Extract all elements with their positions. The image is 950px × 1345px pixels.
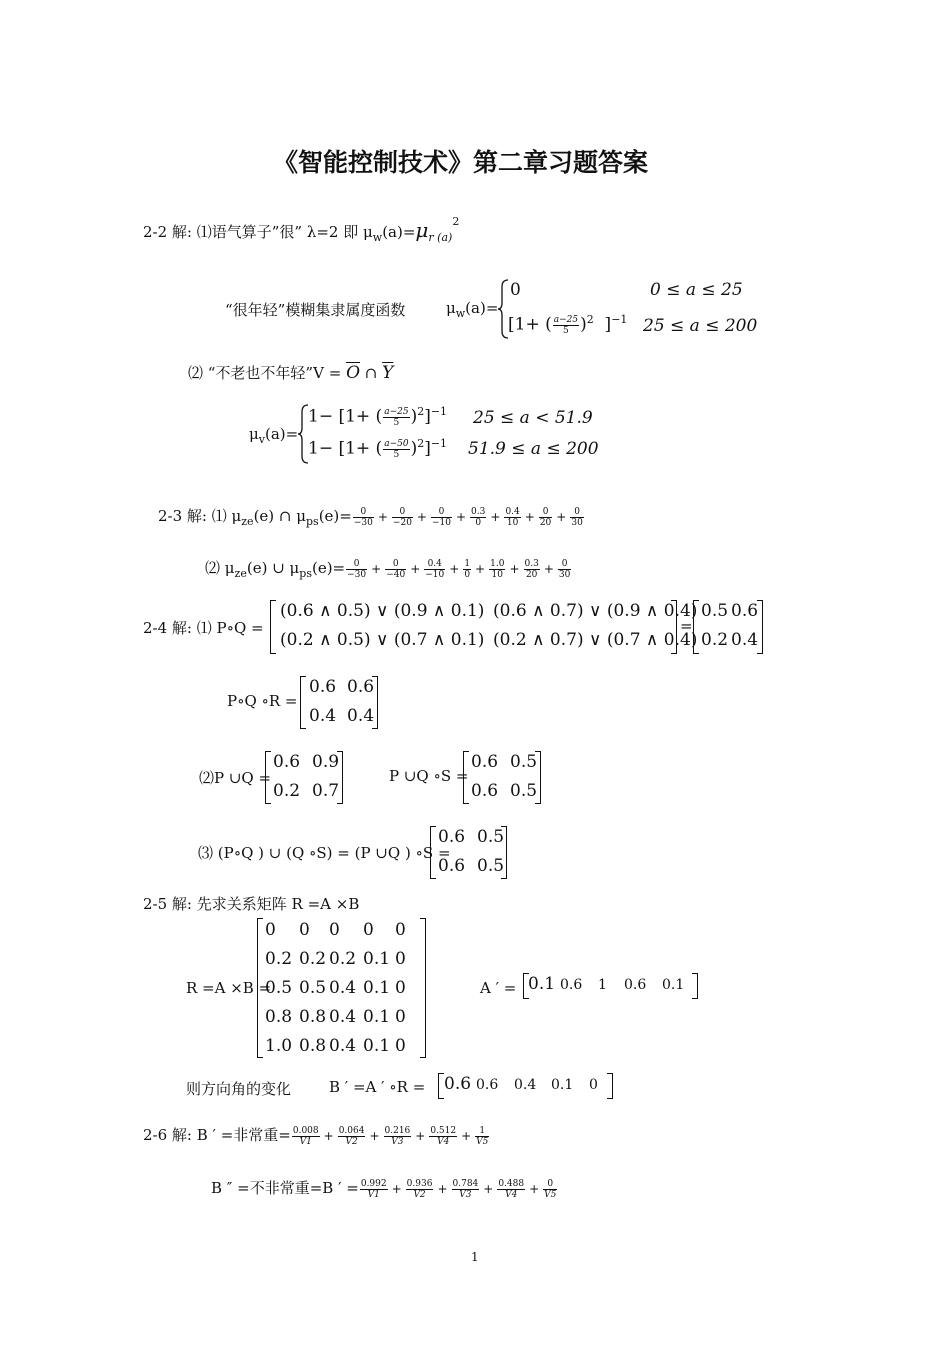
fraction xyxy=(570,507,583,528)
p23-line2: ⑵ $\mu_{ze}(e)$ ∪ $\mu_{ps}(e)=$ $\frac{0}{-30}$ + $\frac{0}{-40}$ + $\frac{0.4}{-10}$ + $\frac{1}{0}$ + $\frac{1.0}{10}$ + $\frac{0.3}{20}$ + $\frac{0}{30}$ xyxy=(205,558,571,580)
plus-sign: + xyxy=(475,562,486,576)
p25-lead: 2-5 解: 先求关系矩阵 R =A ×B xyxy=(143,895,360,913)
p22-mu-v: $\mu_v(a)=$ xyxy=(249,425,299,446)
fraction-numerator: 0.488 xyxy=(498,1178,525,1189)
plus-sign: + xyxy=(371,562,382,576)
fraction-denominator: 20 xyxy=(525,569,538,580)
fraction xyxy=(338,1126,366,1147)
fraction xyxy=(292,1126,320,1147)
r5-left-bracket xyxy=(430,826,436,879)
vector-element: 0.4 xyxy=(514,1077,537,1093)
fraction-numerator: 0.784 xyxy=(452,1178,479,1189)
fraction-denominator: −20 xyxy=(392,517,412,528)
p22-v-cond1: 25 ≤ a < 51.9 xyxy=(473,408,593,428)
fraction-numerator: 0.008 xyxy=(292,1125,319,1136)
fraction xyxy=(475,1126,489,1147)
p26-line2: B ″ =不非常重=B ′ = $\frac{0.992}{V1}$ + $\frac{0.936}{V2}$ + $\frac{0.784}{V3}$ + $\frac{0.488}{V4}$ + $\frac{0}{V5}$ xyxy=(211,1178,557,1200)
R-left-bracket xyxy=(257,918,263,1058)
matrix-cell: 0 xyxy=(395,949,406,969)
plus-sign: + xyxy=(490,510,501,524)
fraction-denominator: −30 xyxy=(347,569,367,580)
fraction-numerator: 0 xyxy=(385,559,406,570)
fraction-denominator: V2 xyxy=(413,1189,426,1200)
page-title: 《智能控制技术》第二章习题答案 xyxy=(273,148,649,177)
fraction xyxy=(539,507,552,528)
r1-right-bracket xyxy=(757,600,763,654)
plus-sign: + xyxy=(543,562,554,576)
matrix-cell: 0.5 xyxy=(265,978,293,998)
plus-sign: + xyxy=(369,1129,380,1143)
fraction-numerator: 0 xyxy=(353,507,374,518)
matrix-cell: 0.4 xyxy=(329,1007,357,1027)
p24-pqr: P∘Q ∘R = xyxy=(227,692,298,710)
fraction-denominator: −30 xyxy=(353,517,373,528)
r2-left-bracket xyxy=(300,676,306,729)
matrix-cell: 0.4 xyxy=(329,1036,357,1056)
fraction xyxy=(470,507,486,528)
plus-sign: + xyxy=(416,510,427,524)
fraction-denominator: V5 xyxy=(476,1136,489,1147)
matrix-cell: 1.0 xyxy=(265,1036,293,1056)
p24-pu: ⑵P ∪Q = xyxy=(199,769,272,787)
vector-element: 1 xyxy=(598,977,607,993)
fraction-numerator: 1 xyxy=(464,558,471,569)
matrix-cell: 0.8 xyxy=(265,1007,293,1027)
fraction-numerator: 0 xyxy=(392,507,413,518)
fraction-denominator: 20 xyxy=(539,517,552,528)
p25-ap: A ′ = xyxy=(480,979,517,997)
matrix-cell: 0.2 xyxy=(329,949,357,969)
vector-element: 0.6 xyxy=(560,977,583,993)
plus-sign: + xyxy=(410,562,421,576)
matrix-cell: 0 xyxy=(363,920,374,940)
fraction xyxy=(392,507,413,528)
fraction xyxy=(489,559,505,580)
matrix-cell: 0.1 xyxy=(363,1007,391,1027)
fraction xyxy=(497,1179,525,1200)
fraction xyxy=(429,1126,457,1147)
matrix-cell: 0.8 xyxy=(299,1036,327,1056)
fraction-denominator: V1 xyxy=(299,1136,312,1147)
fraction-denominator: V1 xyxy=(367,1189,380,1200)
matrix-cell: 0.2 xyxy=(265,949,293,969)
fraction xyxy=(406,1179,434,1200)
p26-line1: 2-6 解: B ′ =非常重= $\frac{0.008}{V1}$ + $\frac{0.064}{V2}$ + $\frac{0.216}{V3}$ + $\frac{0.512}{V4}$ + $\frac{1}{V5}$ xyxy=(143,1125,489,1147)
vector-element: 0.1 xyxy=(528,974,556,994)
fraction xyxy=(431,507,452,528)
fraction-denominator: −10 xyxy=(425,569,445,580)
plus-sign: + xyxy=(415,1129,426,1143)
p22-v-case2: 1− [1+ ( $\frac{a-50}{5}$ )$^2$]$^{-1}$ xyxy=(308,437,448,460)
p24-eq: = xyxy=(680,617,693,635)
fraction xyxy=(463,559,471,580)
plus-sign: + xyxy=(437,1182,448,1196)
fraction-numerator: 0.992 xyxy=(360,1178,387,1189)
p22-desc: “很年轻”模糊集隶属度函数 xyxy=(225,301,406,319)
matrix-cell: 0.1 xyxy=(363,949,391,969)
p24-p3: ⑶ (P∘Q ) ∪ (Q ∘S) = (P ∪Q ) ∘S = xyxy=(198,844,451,862)
fraction-denominator: V3 xyxy=(459,1189,472,1200)
fraction-denominator: 30 xyxy=(558,569,571,580)
vector-element: 0.1 xyxy=(551,1077,574,1093)
r2-right-bracket xyxy=(372,676,378,729)
fraction-numerator: 0.216 xyxy=(384,1125,411,1136)
page-number: 1 xyxy=(471,1250,479,1264)
vector-element: 0 xyxy=(589,1077,598,1093)
p22-case1-cond: 0 ≤ a ≤ 25 xyxy=(650,280,743,300)
matrix-cell: 0.1 xyxy=(363,1036,391,1056)
p22-line1: 2-2 解: ⑴语气算子”很” λ=2 即 $\mu_w(a)=\mu_{r (a)}^2$ xyxy=(143,215,460,244)
r4-right-bracket xyxy=(535,751,541,804)
matrix-cell: 0.5 xyxy=(299,978,327,998)
plus-sign: + xyxy=(529,1182,540,1196)
r4-left-bracket xyxy=(463,751,469,804)
fraction xyxy=(385,559,406,580)
R-right-bracket xyxy=(420,918,426,1058)
matrix-cell: 0 xyxy=(395,978,406,998)
m1-right-bracket xyxy=(671,600,677,654)
p22-v-cond2: 51.9 ≤ a ≤ 200 xyxy=(468,439,599,459)
p24-pus: P ∪Q ∘S = xyxy=(389,767,469,785)
fraction-numerator: 0.3 xyxy=(471,506,486,517)
matrix-cell: 0.4 xyxy=(329,978,357,998)
p24-lead: 2-4 解: ⑴ P∘Q = xyxy=(143,619,264,637)
fraction-numerator: 0 xyxy=(558,559,571,570)
A-right-bracket xyxy=(692,973,698,999)
plus-sign: + xyxy=(524,510,535,524)
matrix-cell: 0 xyxy=(395,920,406,940)
fraction-numerator: 1 xyxy=(475,1126,489,1137)
p25-then: 则方向角的变化 xyxy=(186,1080,292,1098)
p23-fractions-2 xyxy=(345,558,572,580)
r1-left-bracket xyxy=(693,600,699,654)
plus-sign: + xyxy=(483,1182,494,1196)
vector-element: 0.1 xyxy=(662,977,685,993)
matrix-cell: 0 xyxy=(329,920,340,940)
fraction-numerator: 0 xyxy=(431,507,452,518)
plus-sign: + xyxy=(449,562,460,576)
matrix-cell: 0 xyxy=(395,1036,406,1056)
fraction-denominator: V5 xyxy=(544,1189,557,1200)
p22-case2-cond: 25 ≤ a ≤ 200 xyxy=(643,316,758,336)
fraction-numerator: 0 xyxy=(570,507,583,518)
p25-rab: R =A ×B = xyxy=(186,979,272,997)
p22-part2: ⑵ “不老也不年轻”V = $\overline{O}$ ∩ $\overline{Y}$ xyxy=(188,363,394,383)
plus-sign: + xyxy=(391,1182,402,1196)
fraction xyxy=(543,1179,557,1200)
fraction-denominator: 10 xyxy=(506,517,519,528)
r5-right-bracket xyxy=(501,826,507,879)
matrix-cell: 0 xyxy=(395,1007,406,1027)
fraction-numerator: 0.064 xyxy=(338,1125,365,1136)
matrix-cell: 0.1 xyxy=(363,978,391,998)
p22-mu-w: $\mu_w(a)=$ xyxy=(446,299,499,320)
p22-case2: [1+ ( $\frac{a-25}{5}$ )$^2$ ]$^{-1}$ xyxy=(508,313,628,336)
fraction xyxy=(346,559,367,580)
fraction-numerator: 0.512 xyxy=(430,1125,457,1136)
fraction xyxy=(504,507,520,528)
plus-sign: + xyxy=(323,1129,334,1143)
fraction xyxy=(524,559,540,580)
plus-sign: + xyxy=(509,562,520,576)
fraction-denominator: V4 xyxy=(505,1189,518,1200)
vector-element: 0.6 xyxy=(476,1077,499,1093)
fraction xyxy=(452,1179,480,1200)
matrix-cell: 0.2 xyxy=(299,949,327,969)
p23-line1: 2-3 解: ⑴ $\mu_{ze}(e)$ ∩ $\mu_{ps}(e)=$ $\frac{0}{-30}$ + $\frac{0}{-20}$ + $\frac{0}{-10}$ + $\frac{0.3}{0}$ + $\frac{0.4}{10}$ + $\frac{0}{20}$ + $\frac{0}{30}$ xyxy=(158,506,583,528)
vector-element: 0.6 xyxy=(624,977,647,993)
fraction xyxy=(424,559,445,580)
B-right-bracket xyxy=(607,1073,613,1099)
fraction-numerator: 0.4 xyxy=(505,506,520,517)
m1-left-bracket xyxy=(270,600,276,654)
fraction-numerator: 0 xyxy=(543,1179,557,1190)
fraction-numerator: 0 xyxy=(346,559,367,570)
plus-sign: + xyxy=(455,510,467,524)
fraction-denominator: V4 xyxy=(437,1136,450,1147)
fraction xyxy=(360,1179,388,1200)
fraction-denominator: 10 xyxy=(491,569,503,580)
matrix-cell: 0.8 xyxy=(299,1007,327,1027)
fraction-numerator: 0.4 xyxy=(424,559,445,570)
plus-sign: + xyxy=(556,510,567,524)
fraction-denominator: V3 xyxy=(391,1136,404,1147)
fraction-denominator: 0 xyxy=(464,569,471,580)
fraction-numerator: 0.3 xyxy=(524,558,539,569)
r3-left-bracket xyxy=(265,751,271,804)
vector-element: 0.6 xyxy=(444,1074,472,1094)
fraction xyxy=(558,559,571,580)
fraction-numerator: 0.936 xyxy=(406,1178,433,1189)
fraction-denominator: −40 xyxy=(386,569,406,580)
fraction-denominator: 0 xyxy=(475,517,482,528)
plus-sign: + xyxy=(377,510,388,524)
matrix-cell: 0 xyxy=(299,920,310,940)
p22-v-case1: 1− [1+ ( $\frac{a-25}{5}$ )$^2$]$^{-1}$ xyxy=(308,405,448,428)
p25-bp: B ′ =A ′ ∘R = xyxy=(329,1078,426,1096)
fraction-denominator: 30 xyxy=(571,517,583,528)
fraction-numerator: 1.0 xyxy=(490,558,505,569)
fraction-denominator: V2 xyxy=(345,1136,358,1147)
r3-right-bracket xyxy=(337,751,343,804)
fraction xyxy=(353,507,374,528)
fraction-denominator: −10 xyxy=(431,517,451,528)
fraction xyxy=(384,1126,412,1147)
matrix-cell: 0 xyxy=(265,920,276,940)
fraction-numerator: 0 xyxy=(539,507,552,518)
plus-sign: + xyxy=(461,1129,472,1143)
p22-case1-val: 0 xyxy=(510,280,521,300)
